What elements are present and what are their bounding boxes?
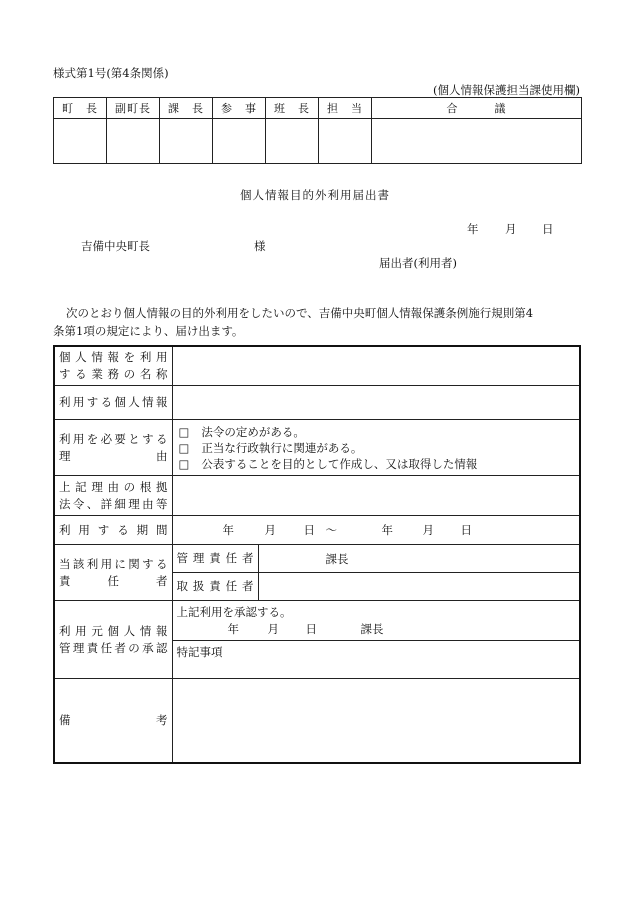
approval-col-section-chief: 課 長 xyxy=(160,98,213,119)
approval-seal-staff[interactable] xyxy=(319,119,372,164)
business-name-label-line-1: 個人情報を利用 xyxy=(59,350,168,364)
special-notes-label: 特記事項 xyxy=(176,645,223,659)
handler-field[interactable] xyxy=(258,573,580,601)
basis-label-line-2: 法令、詳細理由等 xyxy=(59,496,168,511)
personal-info-label-text: 利用する個人情報 xyxy=(59,395,168,409)
date-year-label: 年 xyxy=(467,222,479,236)
intro-line-1: 次のとおり個人情報の目的外利用をしたいので、吉備中央町個人情報保護条例施行規則第4 xyxy=(66,306,534,320)
approval-col-staff: 担 当 xyxy=(319,98,372,119)
checkbox-icon[interactable]: □ xyxy=(178,440,190,455)
approval-seal-deputy-mayor[interactable] xyxy=(107,119,160,164)
office-use-note: (個人情報保護担当課使用欄) xyxy=(433,83,580,97)
remarks-label xyxy=(54,679,172,763)
approval-seal-mayor[interactable] xyxy=(54,119,107,164)
reason-option-law-text: 法令の定めがある。 xyxy=(201,424,305,439)
manager-label-text: 管理責任者 xyxy=(176,551,254,565)
approval-col-counselor: 参 事 xyxy=(213,98,266,119)
special-notes-field[interactable] xyxy=(172,641,580,679)
approval-col-consultation: 合 議 xyxy=(372,98,582,119)
approval-seal-unit-chief[interactable] xyxy=(266,119,319,164)
business-name-field[interactable] xyxy=(172,346,580,386)
approval-col-deputy-mayor: 副町長 xyxy=(107,98,160,119)
handler-label-text: 取扱責任者 xyxy=(176,579,254,593)
checkbox-icon[interactable]: □ xyxy=(178,456,190,471)
basis-label xyxy=(54,476,172,516)
reason-label-line-1: 利用を必要とする xyxy=(59,431,168,446)
approval-day: 日 xyxy=(305,622,317,636)
approval-seal-counselor[interactable] xyxy=(213,119,266,164)
period-tilde: ～ xyxy=(325,523,337,537)
approval-statement: 上記利用を承認する。 xyxy=(176,605,292,619)
remarks-label-text: 備 考 xyxy=(59,712,168,727)
addressee-name: 吉備中央町長 xyxy=(81,239,150,253)
period-label-text: 利用する期間 xyxy=(59,522,168,537)
reason-option-public-text: 公表することを目的として作成し、又は取得した情報 xyxy=(201,456,478,471)
intro-line-2: 条第1項の規定により、届け出ます。 xyxy=(53,324,244,338)
reason-option-public[interactable] xyxy=(173,456,580,472)
period-end-year: 年 xyxy=(381,523,393,537)
responsible-label-line-2: 責 任 者 xyxy=(59,573,168,588)
reason-option-administration-text: 正当な行政執行に関連がある。 xyxy=(201,440,363,455)
period-start-day: 日 xyxy=(303,523,315,537)
form-number: 様式第1号(第4条関係) xyxy=(53,66,169,80)
responsible-label xyxy=(54,545,172,601)
approval-table xyxy=(53,97,582,164)
basis-field[interactable] xyxy=(172,476,580,516)
application-form-table xyxy=(53,345,581,764)
remarks-field[interactable] xyxy=(172,679,580,763)
approval-section-chief: 課長 xyxy=(360,622,384,636)
reason-option-administration[interactable] xyxy=(173,440,580,456)
checkbox-icon[interactable]: □ xyxy=(178,424,190,439)
period-start-month: 月 xyxy=(264,523,276,537)
reason-options xyxy=(172,420,580,476)
document-title: 個人情報目的外利用届出書 xyxy=(240,188,390,202)
manager-label xyxy=(172,545,258,573)
period-end-day: 日 xyxy=(460,523,472,537)
basis-label-line-1: 上記理由の根拠 xyxy=(59,479,168,494)
source-manager-label-line-2: 管理責任者の承認 xyxy=(59,640,168,655)
period-field[interactable] xyxy=(172,516,580,545)
reason-option-law[interactable] xyxy=(173,424,580,440)
period-start-year: 年 xyxy=(222,523,234,537)
approval-col-mayor: 町 長 xyxy=(54,98,107,119)
period-label xyxy=(54,516,172,545)
personal-info-label xyxy=(54,386,172,420)
approval-col-unit-chief: 班 長 xyxy=(266,98,319,119)
reason-label xyxy=(54,420,172,476)
source-manager-label-line-1: 利用元個人情報 xyxy=(59,623,168,638)
responsible-label-line-1: 当該利用に関する xyxy=(59,556,168,571)
date-day-label: 日 xyxy=(542,222,554,236)
approval-seal-consultation[interactable] xyxy=(372,119,582,164)
source-approval-field[interactable] xyxy=(172,601,580,641)
addressee-honorific: 様 xyxy=(254,239,266,253)
business-name-label-line-2: する業務の名称 xyxy=(59,367,168,381)
personal-info-field[interactable] xyxy=(172,386,580,420)
approval-month: 月 xyxy=(267,622,279,636)
business-name-label xyxy=(54,346,172,386)
approval-seal-section-chief[interactable] xyxy=(160,119,213,164)
approval-year: 年 xyxy=(227,622,239,636)
source-manager-label xyxy=(54,601,172,679)
reason-label-line-2: 理 由 xyxy=(59,448,168,463)
date-month-label: 月 xyxy=(505,222,517,236)
manager-field[interactable] xyxy=(258,545,580,573)
period-end-month: 月 xyxy=(422,523,434,537)
manager-section-chief: 課長 xyxy=(325,551,349,566)
handler-label xyxy=(172,573,258,601)
applicant-label: 届出者(利用者) xyxy=(379,256,457,270)
